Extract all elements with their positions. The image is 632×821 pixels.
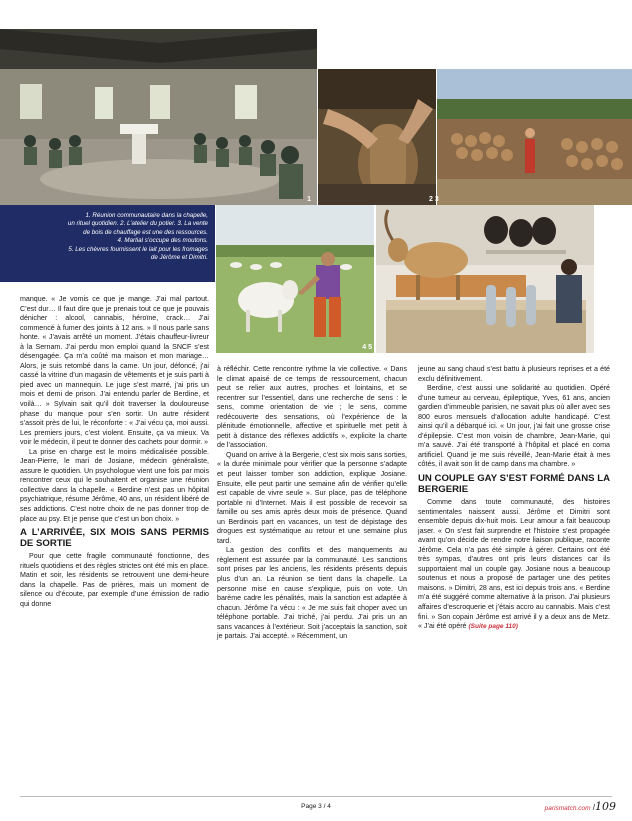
footer-divider [20,796,612,797]
sheep-photo [216,205,374,353]
firewood-photo [429,69,632,205]
caption-line: 4. Martial s’occupe des moutons. [117,237,208,245]
caption-line: 1. Réunion communautaire dans la chapelle, [85,212,208,219]
column-3 [418,365,610,632]
photo-number: 2 3 [429,196,439,203]
caption-line: de Jérôme et Dimitri. [150,254,208,262]
page-number: 109 [595,800,616,813]
separator: / [590,803,595,812]
paragraph: Quand on arrive à la Bergerie, c’est six mois sans sorties, « la durée minimale pour vérifier que la personne s’adapte et peut laisser tomber son addiction, explique Josiane. Ensuite, elle peut partir une semaine afin de vérifier qu’elle est capable de vivre seule ». Sur place, pas de téléphone portable ni d’Internet. Mais il est possible de recevoir sa famille ou ses amis après deux mois de présence. Quand un Berdinois part en vacances, un test de dépistage des drogues est systématique au retour et une semaine plus tard. [217,450,407,545]
chapel-meeting-photo [0,29,317,205]
caption-line: de bois de chauffage est une des ressources. [83,228,208,236]
paragraph [418,498,610,632]
subheading: UN COUPLE GAY S’EST FORMÉ DANS LA BERGERIE [418,473,610,495]
photo-caption [8,212,208,262]
subheading: A L’ARRIVÉE, SIX MOIS SANS PERMIS DE SORTIE [20,527,209,549]
footer-brand [545,800,616,813]
goat-milking-photo [376,205,594,353]
continued-link[interactable]: (Suite page 110) [468,623,518,631]
paragraph: Pour que cette fragile communauté fonctionne, des rituels quotidiens et des règles strictes ont été mis en place. Matin et soir, les résidents se retrouvent une demi-heure dans la chapelle. Pas de prières, mais un moment de silence ou d’écoute, par exemple d’une émission de radio qui donne [20,552,209,608]
potter-photo [318,69,436,205]
paragraph: La gestion des conflits et des manquements au règlement est assurée par la communauté. Les sanctions sont prises par les anciens, les résidents présents depuis plus d’un an. La réunion se tient dans la chapelle. La personne mise en cause s’explique, puis on vote. Un barème cadre les pénalités, mais la sanction est adaptée à chacun. Jérôme l’a vécu : « Je me suis fait choper avec un téléphone portable. J’ai triché, j’ai perdu. J’ai pris un an sans vacances à l’extérieur. Soit j’acceptais la sanction, soit je partais. J’ai accepté. » Récemment, un [217,546,407,641]
caption-line: un rituel quotidien. 2. L’atelier du potier. 3. La vente [67,220,208,228]
paragraph: à réfléchir. Cette rencontre rythme la vie collective. « Dans le climat apaisé de ce temps de ressourcement, chacun peut se relier aux autres, proches et lointains, et se recentrer sur l’essentiel, dans une recherche de sens : le sens, comme orientation de vie ; le sens, comme redécouverte des sensations, où l’expérience de la plénitude émotionnelle, affective et spirituelle met petit à petit à distance des réflexes addictifs », explicite la charte de l’association. [217,365,407,450]
photo-number: 1 [307,196,311,203]
paragraph: jeune au sang chaud s’est battu à plusieurs reprises et a été exclu définitivement. [418,365,610,383]
paragraph-text: Comme dans toute communauté, des histoires sentimentales naissent aussi. Jérôme et Dimitri sont ensemble depuis dix-huit mois. Leur amour a fait beaucoup jaser. « On s’est fait surprendre et l’histoire s’est propagée avant qu’on décide de rendre notre liaison publique, raconte Jérôme. Cela n’a pas été simple à gérer. Certains ont été très sympas, d’autres ont pris leurs distances car ils supportaient mal un couple gay. Josiane nous a beaucoup soutenus et nous a proposé de partager une des petites maisons. » Dimitri, 28 ans, est ici depuis trois ans. « Berdine m’a été suggéré comme alternative à la prison. J’ai plusieurs affaires d’escroquerie et j’étais accro au cannabis. Mais c’est fini. » Son copain Jérôme est arrivé il y a deux ans de Metz. « J’ai été opéré [418,498,610,631]
paragraph: manque. « Je vomis ce que je mange. J’ai mal partout. C’est dur… Il faut dire que je prenais tout ce que je pouvais dénicher : alcool, cannabis, héroïne, crack… J’ai commencé à fumer des joints à 12 ans. » Il nous parle sans honte. « J’avais arrêté un moment. J’étais chauffeur-livreur à la Sernam. J’ai perdu mon emploi quand la SNCF s’est désengagée. Ça m’a coûté ma maison et mon mariage… Alors, je suis retombé dans la came. Un jour, défoncé, j’ai cassé la vitrine d’un magasin de vêtements et je suis parti à pied avec un mannequin. Le juge s’est marré, j’ai pris un mois et demi de prison. J’ai entendu parler de Berdine, et voilà… » Sylvain sait qu’il doit traverser la douloureuse phase du manque pour s’en sortir. Un autre résident s’assoit près de lui, le réconforte : « J’ai vécu ça, moi aussi. Les premiers jours, c’est violent. Ensuite, ça va mieux. Va voir le médecin, il peut te donner des cachets pour dormir. » [20,295,209,447]
caption-line: 5. Les chèvres fournissent le lait pour les fromages [68,245,208,253]
site-url[interactable]: parismatch.com [544,805,591,812]
paragraph: Berdine, c’est aussi une solidarité au quotidien. Opéré d’une tumeur au cerveau, épileptique, Yves, 61 ans, ancien gardien d’immeuble parisien, ne savait plus où aller avec ses 800 euros mensuels d’allocation adulte handicapé. C’est ainsi qu’il a débarqué ici. « Un jour, j’ai fait une grosse crise d’épilepsie. C’est mon voisin de chambre, Jean-Marie, qui m’a sauvé. J’ai été transporté à l’hôpital et placé en coma artificiel. Quand je me suis réveillé, Jean-Marie était à mes côtés, il avait son lit de camp dans ma chambre. » [418,384,610,469]
column-1 [20,295,209,609]
photo-number: 4 5 [362,344,372,351]
column-2 [217,365,407,642]
page-indicator: Page 3 / 4 [301,803,331,810]
caption-box [0,205,215,282]
paragraph: La prise en charge est le moins médicalisée possible. Jean-Pierre, le mari de Josiane, médecin généraliste, assure le quotidien. Un psychologue vient une fois par mois rencontrer ceux qui le souhaitent et organise une réunion collective dans la chapelle. « Berdine n’est pas un hôpital psychiatrique, résume Jérôme, 40 ans, un résident libéré de ses addictions. C’est notre choix de ne pas donner trop de place au psy. Et je pense que c’est un bon choix. » [20,447,209,523]
